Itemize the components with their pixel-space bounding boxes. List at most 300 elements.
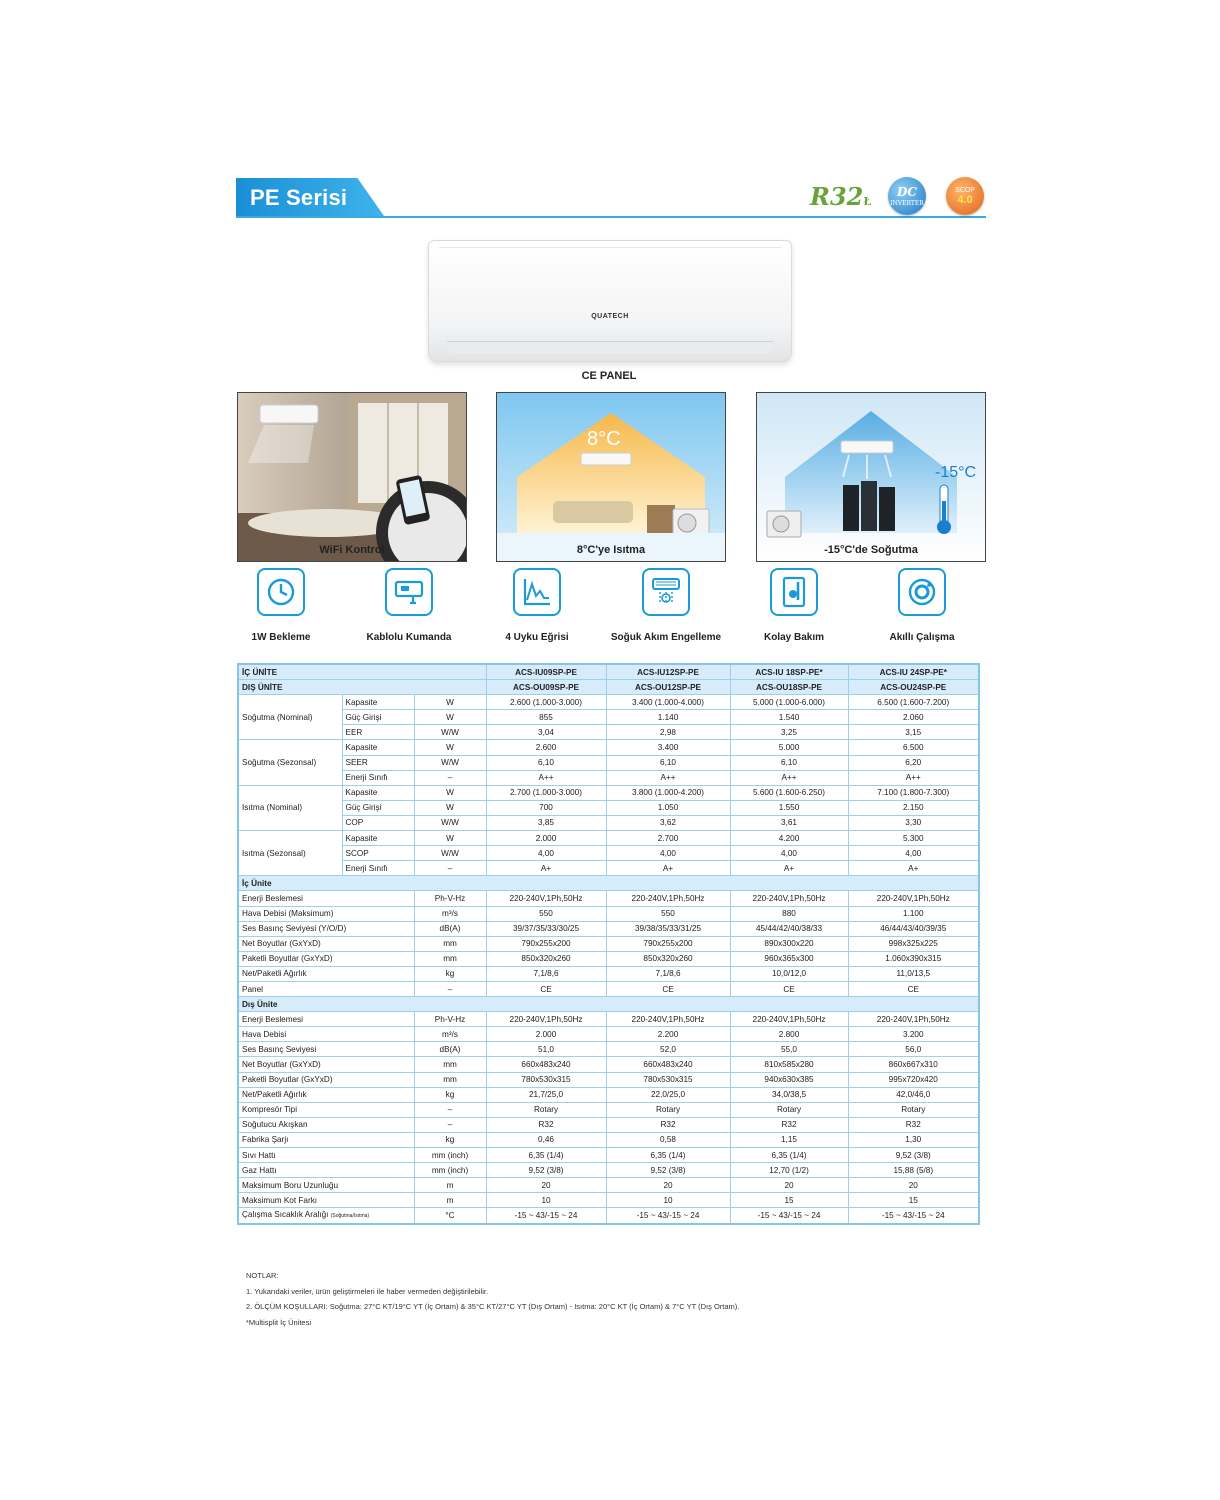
value-cell: 15	[848, 1193, 979, 1208]
value-cell: 550	[486, 906, 606, 921]
performance-row	[238, 800, 979, 815]
param-name: EER	[342, 725, 414, 740]
value-cell: -15 ~ 43/-15 ~ 24	[606, 1208, 730, 1225]
unit-cell: mm	[414, 951, 486, 966]
indoor-section-header: İç Ünite	[238, 876, 979, 891]
feature-label: 1W Bekleme	[251, 632, 311, 643]
outdoor-spec-row	[238, 1178, 979, 1193]
feature-label: Akıllı Çalışma	[889, 632, 955, 643]
r32-refrigerant-logo: R32Ł	[810, 182, 872, 211]
value-cell: 998x325x225	[848, 936, 979, 951]
value-cell: 7,1/8,6	[606, 966, 730, 981]
value-cell: -15 ~ 43/-15 ~ 24	[848, 1208, 979, 1225]
performance-row	[238, 831, 979, 846]
unit-cell: m³/s	[414, 906, 486, 921]
value-cell: 4,00	[486, 846, 606, 861]
value-cell: 850x320x260	[606, 951, 730, 966]
outdoor-spec-row	[238, 1027, 979, 1042]
unit-cell: W/W	[414, 755, 486, 770]
value-cell: 39/38/35/33/31/25	[606, 921, 730, 936]
indoor-model-cell: ACS-IU12SP-PE	[606, 664, 730, 680]
unit-cell: dB(A)	[414, 921, 486, 936]
smart-operation-icon	[898, 568, 946, 616]
spec-label	[238, 1102, 414, 1117]
value-cell: 22,0/25,0	[606, 1087, 730, 1102]
spec-label-text: Gaz Hattı	[242, 1165, 277, 1175]
unit-cell: W	[414, 785, 486, 800]
value-cell: 1.060x390x315	[848, 951, 979, 966]
spec-table-body	[238, 664, 979, 1224]
unit-cell: m³/s	[414, 1027, 486, 1042]
unit-cell: W	[414, 800, 486, 815]
indoor-model-cell: ACS-IU 18SP-PE*	[730, 664, 848, 680]
spec-label: Paketli Boyutlar (GxYxD)	[238, 951, 414, 966]
value-cell: 855	[486, 710, 606, 725]
unit-cell: mm	[414, 1072, 486, 1087]
performance-row	[238, 740, 979, 755]
cooling-house-illustration	[757, 393, 985, 561]
param-name: Kapasite	[342, 695, 414, 710]
spec-label: Net Boyutlar (GxYxD)	[238, 936, 414, 951]
value-cell: 780x530x315	[486, 1072, 606, 1087]
value-cell: 4,00	[606, 846, 730, 861]
unit-cell: m	[414, 1178, 486, 1193]
param-name: Kapasite	[342, 831, 414, 846]
easy-maintenance-icon	[770, 568, 818, 616]
heating-house-illustration	[497, 393, 725, 561]
value-cell: 9,52 (3/8)	[486, 1163, 606, 1178]
value-cell: 2.600 (1.000-3.000)	[486, 695, 606, 710]
value-cell: 6,10	[730, 755, 848, 770]
spec-label	[238, 1027, 414, 1042]
spec-label: Panel	[238, 981, 414, 996]
value-cell: 1.540	[730, 710, 848, 725]
value-cell: 960x365x300	[730, 951, 848, 966]
value-cell: 220-240V,1Ph,50Hz	[606, 891, 730, 906]
param-name: Kapasite	[342, 785, 414, 800]
indoor-spec-row	[238, 966, 979, 981]
unit-cell: –	[414, 1102, 486, 1117]
value-cell: 3.200	[848, 1027, 979, 1042]
indoor-section-row	[238, 876, 979, 891]
unit-cell: –	[414, 861, 486, 876]
spec-label	[238, 1072, 414, 1087]
feature-label: Soğuk Akım Engelleme	[610, 632, 722, 643]
value-cell: 790x255x200	[486, 936, 606, 951]
value-cell: 6,35 (1/4)	[730, 1148, 848, 1163]
page-title: PE Serisi	[250, 185, 348, 210]
series-header	[236, 176, 986, 220]
performance-row	[238, 710, 979, 725]
outdoor-spec-row	[238, 1102, 979, 1117]
unit-cell: W/W	[414, 815, 486, 830]
spec-label-text: Soğutucu Akışkan	[242, 1120, 308, 1130]
value-cell: 39/37/35/33/30/25	[486, 921, 606, 936]
performance-row	[238, 770, 979, 785]
value-cell: 6,35 (1/4)	[606, 1148, 730, 1163]
param-name: Enerji Sınıfı	[342, 861, 414, 876]
value-cell: 7.100 (1.800-7.300)	[848, 785, 979, 800]
value-cell: A+	[848, 861, 979, 876]
value-cell: 220-240V,1Ph,50Hz	[486, 1012, 606, 1027]
param-name: Güç Girişi	[342, 710, 414, 725]
value-cell: 6,10	[606, 755, 730, 770]
feature-label: 4 Uyku Eğrisi	[505, 632, 569, 643]
spec-label-text: Hava Debisi	[242, 1029, 287, 1039]
unit-cell: mm (inch)	[414, 1148, 486, 1163]
value-cell: 11,0/13,5	[848, 966, 979, 981]
specification-table	[237, 663, 980, 1225]
spec-label	[238, 1117, 414, 1132]
indoor-model-row	[238, 664, 979, 680]
value-cell: 3.400 (1.000-4.000)	[606, 695, 730, 710]
notes-section	[246, 1268, 739, 1330]
value-cell: 780x530x315	[606, 1072, 730, 1087]
outdoor-spec-row	[238, 1208, 979, 1225]
group-name: Soğutma (Nominal)	[238, 695, 342, 740]
value-cell: 5.000	[730, 740, 848, 755]
param-name: Güç Girişi	[342, 800, 414, 815]
value-cell: -15 ~ 43/-15 ~ 24	[486, 1208, 606, 1225]
outdoor-model-cell: ACS-OU18SP-PE	[730, 680, 848, 695]
unit-cell: Ph-V-Hz	[414, 1012, 486, 1027]
value-cell: 5.000 (1.000-6.000)	[730, 695, 848, 710]
unit-cell: W	[414, 740, 486, 755]
sleep-curve-icon	[513, 568, 561, 616]
param-name: SEER	[342, 755, 414, 770]
value-cell: 6,20	[848, 755, 979, 770]
unit-cell: –	[414, 1117, 486, 1132]
value-cell: 2.700 (1.000-3.000)	[486, 785, 606, 800]
value-cell: 2.200	[606, 1027, 730, 1042]
value-cell: 0,58	[606, 1132, 730, 1147]
spec-label-text: Fabrika Şarjı	[242, 1135, 289, 1145]
wifi-room-illustration	[238, 393, 466, 561]
unit-cell: dB(A)	[414, 1042, 486, 1057]
value-cell: 3,62	[606, 815, 730, 830]
svg-text:8°C: 8°C	[587, 428, 621, 450]
value-cell: 6,10	[486, 755, 606, 770]
feature-easy-maintenance	[738, 568, 850, 645]
feature-smart-operation	[866, 568, 978, 645]
value-cell: 51,0	[486, 1042, 606, 1057]
value-cell: 3,25	[730, 725, 848, 740]
outdoor-spec-row	[238, 1193, 979, 1208]
value-cell: 46/44/43/40/39/35	[848, 921, 979, 936]
value-cell: 700	[486, 800, 606, 815]
value-cell: A+	[606, 861, 730, 876]
indoor-spec-row	[238, 981, 979, 996]
wifi-control-panel	[237, 392, 467, 562]
value-cell: CE	[730, 981, 848, 996]
value-cell: 995x720x420	[848, 1072, 979, 1087]
group-name: Isıtma (Nominal)	[238, 785, 342, 830]
value-cell: 890x300x220	[730, 936, 848, 951]
value-cell: 1.140	[606, 710, 730, 725]
spec-label	[238, 1012, 414, 1027]
value-cell: 4.200	[730, 831, 848, 846]
feature-cold-draft	[610, 568, 722, 645]
unit-cell: m	[414, 1193, 486, 1208]
spec-label-text: Maksimum Kot Farkı	[242, 1195, 318, 1205]
value-cell: 20	[848, 1178, 979, 1193]
value-cell: R32	[606, 1117, 730, 1132]
value-cell: 2.000	[486, 831, 606, 846]
feature-label: Kablolu Kumanda	[366, 632, 452, 643]
value-cell: 660x483x240	[606, 1057, 730, 1072]
spec-label	[238, 1193, 414, 1208]
value-cell: A++	[486, 770, 606, 785]
value-cell: 220-240V,1Ph,50Hz	[486, 891, 606, 906]
value-cell: 1.050	[606, 800, 730, 815]
value-cell: 1.100	[848, 906, 979, 921]
spec-label	[238, 1132, 414, 1147]
value-cell: 220-240V,1Ph,50Hz	[848, 1012, 979, 1027]
value-cell: 34,0/38,5	[730, 1087, 848, 1102]
spec-label-text: Sıvı Hattı	[242, 1150, 276, 1160]
unit-cell: mm (inch)	[414, 1163, 486, 1178]
value-cell: 2.060	[848, 710, 979, 725]
value-cell: 4,00	[848, 846, 979, 861]
value-cell: 1.550	[730, 800, 848, 815]
value-cell: 2.800	[730, 1027, 848, 1042]
panel-caption-cooling: -15°C'de Soğutma	[824, 544, 918, 556]
spec-label-text: Çalışma Sıcaklık Aralığı	[242, 1210, 329, 1220]
unit-cell: °C	[414, 1208, 486, 1225]
outdoor-spec-row	[238, 1057, 979, 1072]
value-cell: 940x630x385	[730, 1072, 848, 1087]
value-cell: Rotary	[486, 1102, 606, 1117]
value-cell: -15 ~ 43/-15 ~ 24	[730, 1208, 848, 1225]
feature-sleep-curve	[481, 568, 593, 645]
value-cell: 5.600 (1.600-6.250)	[730, 785, 848, 800]
value-cell: 15	[730, 1193, 848, 1208]
performance-row	[238, 725, 979, 740]
group-name: Soğutma (Sezonsal)	[238, 740, 342, 785]
performance-row	[238, 695, 979, 710]
value-cell: 10	[486, 1193, 606, 1208]
param-name: COP	[342, 815, 414, 830]
value-cell: 20	[486, 1178, 606, 1193]
value-cell: 3.400	[606, 740, 730, 755]
value-cell: R32	[486, 1117, 606, 1132]
value-cell: A+	[486, 861, 606, 876]
spec-label-text: Kompresör Tipi	[242, 1105, 298, 1115]
performance-row	[238, 861, 979, 876]
outdoor-spec-row	[238, 1087, 979, 1102]
outdoor-spec-row	[238, 1117, 979, 1132]
indoor-spec-row	[238, 936, 979, 951]
value-cell: A++	[730, 770, 848, 785]
cooling-minus15-panel	[756, 392, 986, 562]
value-cell: 9,52 (3/8)	[848, 1148, 979, 1163]
value-cell: 7,1/8,6	[486, 966, 606, 981]
value-cell: 550	[606, 906, 730, 921]
value-cell: 52,0	[606, 1042, 730, 1057]
value-cell: R32	[848, 1117, 979, 1132]
notes-title: NOTLAR:	[246, 1271, 279, 1280]
dc-inverter-badge: DC INVERTER	[888, 177, 926, 215]
indoor-unit-header: İÇ ÜNİTE	[238, 664, 486, 680]
unit-cell: mm	[414, 1057, 486, 1072]
value-cell: 21,7/25,0	[486, 1087, 606, 1102]
spec-label	[238, 1208, 414, 1225]
value-cell: Rotary	[730, 1102, 848, 1117]
group-name: Isıtma (Sezonsal)	[238, 831, 342, 876]
performance-row	[238, 755, 979, 770]
value-cell: 5.300	[848, 831, 979, 846]
outdoor-spec-row	[238, 1042, 979, 1057]
ac-brand-logo: QUATECH	[591, 313, 629, 320]
spec-label-text: Paketli Boyutlar (GxYxD)	[242, 1075, 333, 1085]
spec-label	[238, 1148, 414, 1163]
performance-row	[238, 785, 979, 800]
value-cell: 9,52 (3/8)	[606, 1163, 730, 1178]
value-cell: 12,70 (1/2)	[730, 1163, 848, 1178]
value-cell: CE	[848, 981, 979, 996]
cold-draft-icon	[642, 568, 690, 616]
value-cell: 660x483x240	[486, 1057, 606, 1072]
indoor-spec-row	[238, 921, 979, 936]
outdoor-model-cell: ACS-OU12SP-PE	[606, 680, 730, 695]
spec-label-text: Ses Basınç Seviyesi	[242, 1044, 317, 1054]
indoor-spec-row	[238, 906, 979, 921]
value-cell: 3.800 (1.000-4.200)	[606, 785, 730, 800]
value-cell: 10	[606, 1193, 730, 1208]
value-cell: 3,61	[730, 815, 848, 830]
unit-cell: W/W	[414, 846, 486, 861]
outdoor-section-row	[238, 997, 979, 1012]
value-cell: A+	[730, 861, 848, 876]
unit-cell: –	[414, 981, 486, 996]
unit-cell: –	[414, 770, 486, 785]
param-name: Kapasite	[342, 740, 414, 755]
value-cell: 0,46	[486, 1132, 606, 1147]
value-cell: 880	[730, 906, 848, 921]
outdoor-spec-row	[238, 1163, 979, 1178]
value-cell: 2,98	[606, 725, 730, 740]
note-line: *Multisplit İç Ünitesi	[246, 1317, 312, 1327]
outdoor-model-cell: ACS-OU09SP-PE	[486, 680, 606, 695]
unit-cell: kg	[414, 1087, 486, 1102]
indoor-model-cell: ACS-IU09SP-PE	[486, 664, 606, 680]
value-cell: Rotary	[848, 1102, 979, 1117]
param-name: SCOP	[342, 846, 414, 861]
unit-cell: kg	[414, 1132, 486, 1147]
spec-label: Enerji Beslemesi	[238, 891, 414, 906]
value-cell: 2.700	[606, 831, 730, 846]
performance-row	[238, 815, 979, 830]
spec-label: Net/Paketli Ağırlık	[238, 966, 414, 981]
unit-cell: W	[414, 695, 486, 710]
value-cell: 2.150	[848, 800, 979, 815]
outdoor-model-cell: ACS-OU24SP-PE	[848, 680, 979, 695]
spec-label-text: Net/Paketli Ağırlık	[242, 1090, 307, 1100]
note-line: 1. Yukarıdaki veriler, ürün geliştirmeleri ile haber vermeden değiştirilebilir.	[246, 1286, 489, 1296]
spec-label-text: Maksimum Boru Uzunluğu	[242, 1180, 339, 1190]
performance-row	[238, 846, 979, 861]
value-cell: 55,0	[730, 1042, 848, 1057]
header-divider	[236, 216, 986, 218]
value-cell: 810x585x280	[730, 1057, 848, 1072]
value-cell: 220-240V,1Ph,50Hz	[848, 891, 979, 906]
value-cell: 860x667x310	[848, 1057, 979, 1072]
outdoor-section-header: Dış Ünite	[238, 997, 979, 1012]
panel-caption-wifi: WiFi Kontrol	[319, 544, 385, 556]
value-cell: 3,15	[848, 725, 979, 740]
value-cell: 3,85	[486, 815, 606, 830]
wired-remote-icon	[385, 568, 433, 616]
indoor-spec-row	[238, 891, 979, 906]
value-cell: R32	[730, 1117, 848, 1132]
value-cell: 3,04	[486, 725, 606, 740]
spec-label: Hava Debisi (Maksimum)	[238, 906, 414, 921]
indoor-spec-row	[238, 951, 979, 966]
spec-label	[238, 1163, 414, 1178]
product-caption: CE PANEL	[581, 370, 637, 382]
value-cell: 1,30	[848, 1132, 979, 1147]
value-cell: 20	[606, 1178, 730, 1193]
param-name: Enerji Sınıfı	[342, 770, 414, 785]
feature-wired-remote	[353, 568, 465, 645]
ac-air-vent	[447, 341, 773, 354]
note-line: 2. ÖLÇÜM KOŞULLARI: Soğutma: 27°C KT/19°C YT (İç Ortam) & 35°C KT/27°C YT (Dış Ortam) - Isıtma: 20°C KT (İç Ortam) & 7°C YT (Dış Ortam).	[246, 1302, 740, 1311]
spec-label	[238, 1087, 414, 1102]
value-cell: 42,0/46,0	[848, 1087, 979, 1102]
value-cell: 6,35 (1/4)	[486, 1148, 606, 1163]
unit-cell: mm	[414, 936, 486, 951]
svg-text:-15°C: -15°C	[935, 464, 977, 481]
value-cell: Rotary	[606, 1102, 730, 1117]
value-cell: CE	[606, 981, 730, 996]
value-cell: 850x320x260	[486, 951, 606, 966]
ac-top-ridge	[439, 243, 781, 248]
value-cell: 56,0	[848, 1042, 979, 1057]
value-cell: 220-240V,1Ph,50Hz	[606, 1012, 730, 1027]
value-cell: 6.500	[848, 740, 979, 755]
value-cell: A++	[848, 770, 979, 785]
panel-caption-heating: 8°C'ye Isıtma	[576, 544, 646, 556]
value-cell: 20	[730, 1178, 848, 1193]
value-cell: 220-240V,1Ph,50Hz	[730, 891, 848, 906]
unit-cell: kg	[414, 966, 486, 981]
value-cell: 10,0/12,0	[730, 966, 848, 981]
value-cell: A++	[606, 770, 730, 785]
outdoor-unit-header: DIŞ ÜNİTE	[238, 680, 486, 695]
outdoor-model-row	[238, 680, 979, 695]
spec-label	[238, 1042, 414, 1057]
unit-cell: W/W	[414, 725, 486, 740]
outdoor-spec-row	[238, 1072, 979, 1087]
unit-cell: W	[414, 710, 486, 725]
spec-label: Ses Basınç Seviyesi (Y/O/D)	[238, 921, 414, 936]
heating-8c-panel	[496, 392, 726, 562]
outdoor-spec-row	[238, 1148, 979, 1163]
value-cell: 2.000	[486, 1027, 606, 1042]
value-cell: CE	[486, 981, 606, 996]
feature-label: Kolay Bakım	[763, 632, 825, 643]
air-conditioner-image	[428, 240, 792, 362]
spec-label-text: Net Boyutlar (GxYxD)	[242, 1059, 321, 1069]
unit-cell: Ph-V-Hz	[414, 891, 486, 906]
value-cell: 220-240V,1Ph,50Hz	[730, 1012, 848, 1027]
spec-label-note: (Soğutma/Isıtma)	[330, 1213, 370, 1220]
indoor-model-cell: ACS-IU 24SP-PE*	[848, 664, 979, 680]
unit-cell: W	[414, 831, 486, 846]
value-cell: 1,15	[730, 1132, 848, 1147]
outdoor-spec-row	[238, 1132, 979, 1147]
value-cell: 45/44/42/40/38/33	[730, 921, 848, 936]
